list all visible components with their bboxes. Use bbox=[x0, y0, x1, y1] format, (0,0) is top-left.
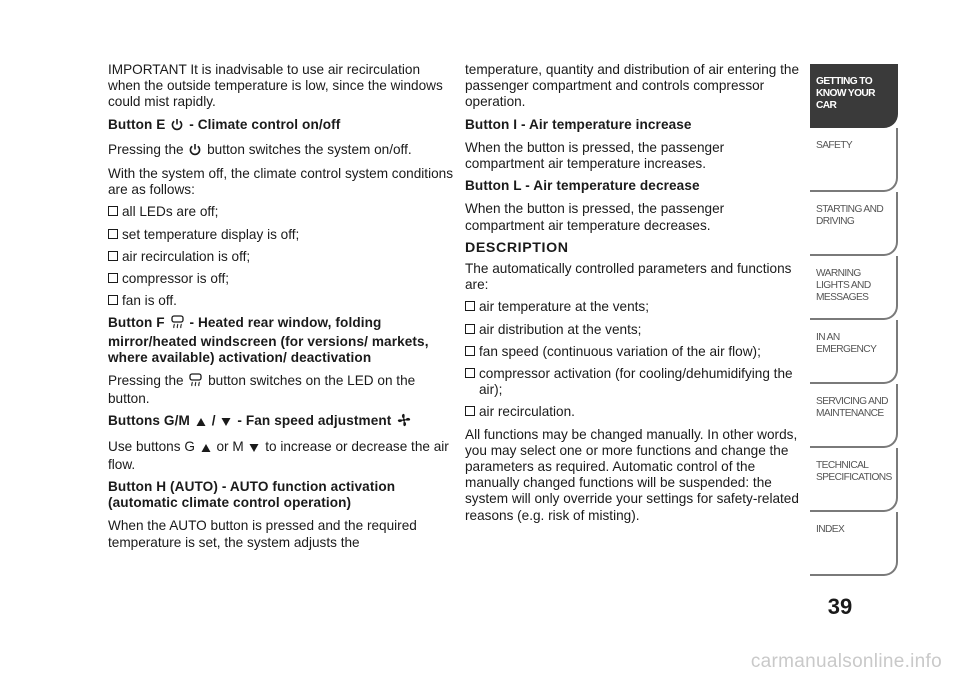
tab-getting-to-know-your-car[interactable]: GETTING TO KNOW YOUR CAR bbox=[810, 64, 898, 128]
buttons-gm-p-a: Use buttons G bbox=[108, 438, 195, 454]
tab-technical-specifications[interactable]: TECHNICAL SPECIFICATIONS bbox=[810, 448, 898, 512]
chapter-tabs bbox=[810, 64, 898, 576]
tab-servicing-and-maintenance[interactable]: SERVICING AND MAINTENANCE bbox=[810, 384, 898, 448]
checkbox-bullet-icon bbox=[465, 368, 475, 378]
checkbox-bullet-icon bbox=[108, 295, 118, 305]
important-note: IMPORTANT It is inadvisable to use air recirculation when the outside temperature is low, since the windows could mist rapidly. bbox=[108, 62, 443, 110]
list-item-text: fan is off. bbox=[122, 293, 177, 309]
list-item-text: fan speed (continuous variation of the air flow); bbox=[479, 343, 761, 359]
list-item-text: air temperature at the vents; bbox=[479, 299, 650, 315]
list-item-text: compressor activation (for cooling/dehumidifying the air); bbox=[479, 366, 793, 398]
checkbox-bullet-icon bbox=[108, 251, 118, 261]
list-item bbox=[108, 293, 453, 309]
buttons-gm-title: - Fan speed adjustment bbox=[237, 413, 392, 429]
list-item bbox=[108, 204, 453, 220]
checkbox-bullet-icon bbox=[465, 301, 475, 311]
button-e-paragraph bbox=[108, 142, 453, 160]
description-intro: The automatically controlled parameters and functions are: bbox=[465, 261, 792, 293]
list-item-text: set temperature display is off; bbox=[122, 226, 300, 242]
fan-icon bbox=[397, 413, 411, 431]
list-item-text: air distribution at the vents; bbox=[479, 321, 642, 337]
list-item-text: compressor is off; bbox=[122, 271, 230, 287]
off-intro: With the system off, the climate control system conditions are as follows: bbox=[108, 166, 454, 198]
checkbox-bullet-icon bbox=[465, 406, 475, 416]
buttons-gm-p-b: or M bbox=[216, 438, 244, 454]
button-h-heading: Button H (AUTO) - AUTO function activation (automatic climate control operation) bbox=[108, 479, 396, 511]
button-e-title: - Climate control on/off bbox=[189, 116, 341, 132]
triangle-down-icon bbox=[249, 441, 259, 457]
continued-paragraph: temperature, quantity and distribution of air entering the passenger compartment and controls compressor operation. bbox=[465, 62, 800, 110]
page-number: 39 bbox=[827, 594, 853, 619]
buttons-gm-separator: / bbox=[211, 413, 216, 429]
list-item-text: all LEDs are off; bbox=[122, 204, 219, 220]
button-f-label: Button F bbox=[108, 315, 165, 331]
right-column bbox=[465, 62, 805, 530]
buttons-gm-heading bbox=[108, 413, 453, 431]
tab-index[interactable]: INDEX bbox=[810, 512, 898, 576]
button-h-paragraph: When the AUTO button is pressed and the required temperature is set, the system adjusts the bbox=[108, 518, 417, 550]
power-icon bbox=[189, 143, 201, 160]
description-heading: DESCRIPTION bbox=[465, 239, 569, 256]
tab-safety[interactable]: SAFETY bbox=[810, 128, 898, 192]
buttons-gm-paragraph bbox=[108, 439, 453, 473]
buttons-gm-label: Buttons G/M bbox=[108, 413, 190, 429]
list-item bbox=[108, 227, 453, 243]
triangle-down-icon bbox=[221, 415, 231, 431]
list-item bbox=[465, 366, 805, 398]
checkbox-bullet-icon bbox=[465, 324, 475, 334]
list-item bbox=[465, 322, 805, 338]
list-item bbox=[108, 249, 453, 265]
list-item bbox=[465, 344, 805, 360]
button-f-paragraph bbox=[108, 373, 453, 407]
button-f-heading bbox=[108, 315, 453, 366]
button-e-p-a: Pressing the bbox=[108, 141, 184, 157]
heated-rear-window-icon bbox=[189, 373, 202, 391]
button-e-label: Button E bbox=[108, 116, 166, 132]
checkbox-bullet-icon bbox=[108, 229, 118, 239]
button-l-paragraph: When the button is pressed, the passenger compartment air temperature decreases. bbox=[465, 201, 725, 233]
button-i-heading: Button I - Air temperature increase bbox=[465, 116, 692, 132]
left-column bbox=[108, 62, 453, 557]
tab-starting-and-driving[interactable]: STARTING AND DRIVING bbox=[810, 192, 898, 256]
list-item bbox=[465, 299, 805, 315]
manual-paragraph: All functions may be changed manually. In other words, you may select one or more functions and change the parameters as required. Automatic control of the manually changed functions will be suspended: the system will only override your settings for safety-related reasons (e.g. risk of misting). bbox=[465, 426, 799, 523]
list-item bbox=[108, 271, 453, 287]
watermark: carmanualsonline.info bbox=[750, 651, 942, 672]
button-f-p-a: Pressing the bbox=[108, 373, 184, 389]
triangle-up-icon bbox=[201, 441, 211, 457]
button-f-title: - Heated rear window, folding mirror/heated windscreen (for versions/ markets, where available) activation/ deactivation bbox=[108, 315, 429, 365]
list-item bbox=[465, 404, 805, 420]
checkbox-bullet-icon bbox=[108, 273, 118, 283]
tab-in-an-emergency[interactable]: IN AN EMERGENCY bbox=[810, 320, 898, 384]
button-e-p-b: button switches the system on/off. bbox=[207, 141, 412, 157]
button-f-p-b: button switches on the LED on the button. bbox=[108, 373, 416, 407]
power-icon bbox=[171, 118, 183, 135]
list-item-text: air recirculation. bbox=[479, 404, 575, 420]
tab-warning-lights-and-messages[interactable]: WARNING LIGHTS AND MESSAGES bbox=[810, 256, 898, 320]
triangle-up-icon bbox=[196, 415, 206, 431]
button-e-heading bbox=[108, 117, 453, 135]
heated-rear-window-icon bbox=[171, 315, 184, 333]
list-item-text: air recirculation is off; bbox=[122, 248, 251, 264]
buttons-gm-p-c: to increase or decrease the air flow. bbox=[108, 438, 449, 472]
checkbox-bullet-icon bbox=[108, 206, 118, 216]
button-i-paragraph: When the button is pressed, the passenger compartment air temperature increases. bbox=[465, 139, 725, 172]
checkbox-bullet-icon bbox=[465, 346, 475, 356]
button-l-heading: Button L - Air temperature decrease bbox=[465, 178, 700, 194]
